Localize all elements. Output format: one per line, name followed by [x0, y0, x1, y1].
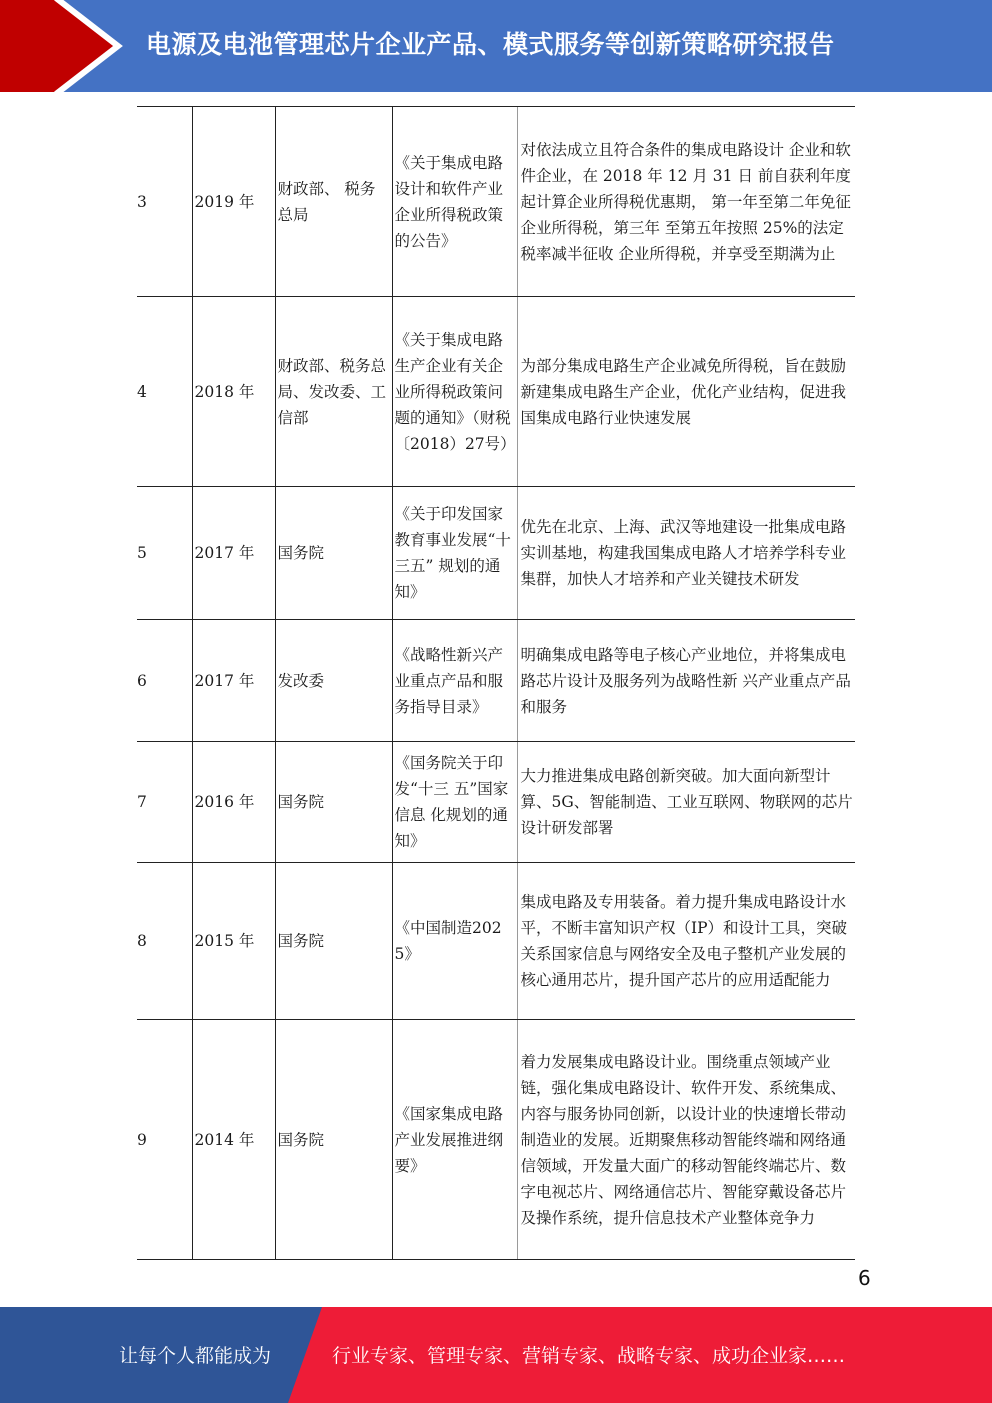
table-row: [137, 1020, 855, 1260]
table-row: [137, 742, 855, 863]
row-policy-title: 《关于印发国家教育事业发展“十三五” 规划的通知》: [392, 487, 517, 620]
row-year: 2017 年: [192, 487, 275, 620]
row-policy-content: 着力发展集成电路设计业。围绕重点领域产业链，强化集成电路设计、软件开发、系统集成、内容与服务协同创新，以设计业的快速增长带动制造业的发展。近期聚焦移动智能终端和网络通信领域，开发量大面广的移动智能终端芯片、数字电视芯片、网络通信芯片、智能穿戴设备芯片及操作系统，提升信息技术产业整体竞争力: [517, 1020, 855, 1260]
footer-banner: [0, 1307, 992, 1403]
row-policy-title: 《关于集成电路设计和软件产业企业所得税政策的公告》: [392, 107, 517, 297]
row-department: 国务院: [275, 1020, 392, 1260]
row-year: 2017 年: [192, 620, 275, 742]
table-row: [137, 863, 855, 1020]
row-policy-content: 集成电路及专用装备。着力提升集成电路设计水平，不断丰富知识产权（IP）和设计工具，突破关系国家信息与网络安全及电子整机产业发展的核心通用芯片，提升国产芯片的应用适配能力: [517, 863, 855, 1020]
row-department: 财政部、税务总局、发改委、工信部: [275, 297, 392, 487]
row-policy-title: 《国家集成电路产业发展推进纲要》: [392, 1020, 517, 1260]
row-number: 3: [137, 107, 192, 297]
row-policy-title: 《战略性新兴产业重点产品和服务指导目录》: [392, 620, 517, 742]
footer-slogan-right: 行业专家、管理专家、营销专家、战略专家、成功企业家……: [332, 1345, 846, 1367]
table-row: [137, 297, 855, 487]
row-policy-title: 《关于集成电路生产企业有关企业所得税政策问题的通知》（财税〔2018）27号）: [392, 297, 517, 487]
row-year: 2018 年: [192, 297, 275, 487]
row-number: 9: [137, 1020, 192, 1260]
row-department: 发改委: [275, 620, 392, 742]
policy-table: [137, 106, 855, 1260]
footer-slogan-left: 让每个人都能成为: [119, 1345, 272, 1367]
table-row: [137, 620, 855, 742]
row-year: 2019 年: [192, 107, 275, 297]
table-row: [137, 107, 855, 297]
page-number: 6: [858, 1266, 871, 1290]
row-department: 财政部、 税务总局: [275, 107, 392, 297]
row-department: 国务院: [275, 742, 392, 863]
row-department: 国务院: [275, 863, 392, 1020]
row-year: 2015 年: [192, 863, 275, 1020]
row-policy-content: 为部分集成电路生产企业减免所得税，旨在鼓励新建集成电路生产企业，优化产业结构，促进我国集成电路行业快速发展: [517, 297, 855, 487]
row-department: 国务院: [275, 487, 392, 620]
row-policy-content: 大力推进集成电路创新突破。加大面向新型计算、5G、智能制造、工业互联网、物联网的芯片设计研发部署: [517, 742, 855, 863]
table-row: [137, 487, 855, 620]
row-number: 8: [137, 863, 192, 1020]
row-policy-title: 《中国制造2025》: [392, 863, 517, 1020]
row-year: 2016 年: [192, 742, 275, 863]
row-number: 5: [137, 487, 192, 620]
report-header: [0, 0, 992, 92]
report-title: 电源及电池管理芯片企业产品、模式服务等创新策略研究报告: [146, 30, 835, 59]
row-policy-content: 对依法成立且符合条件的集成电路设计 企业和软件企业，在 2018 年 12 月 31 日 前自获利年度起计算企业所得税优惠期， 第一年至第二年免征企业所得税，第三年 至第五年按照 25%的法定税率减半征收 企业所得税，并享受至期满为止: [517, 107, 855, 297]
row-number: 4: [137, 297, 192, 487]
row-year: 2014 年: [192, 1020, 275, 1260]
row-number: 7: [137, 742, 192, 863]
row-number: 6: [137, 620, 192, 742]
row-policy-content: 优先在北京、上海、武汉等地建设一批集成电路实训基地，构建我国集成电路人才培养学科专业集群，加快人才培养和产业关键技术研发: [517, 487, 855, 620]
row-policy-content: 明确集成电路等电子核心产业地位，并将集成电路芯片设计及服务列为战略性新 兴产业重点产品和服务: [517, 620, 855, 742]
row-policy-title: 《国务院关于印发“十三 五”国家信息 化规划的通 知》: [392, 742, 517, 863]
